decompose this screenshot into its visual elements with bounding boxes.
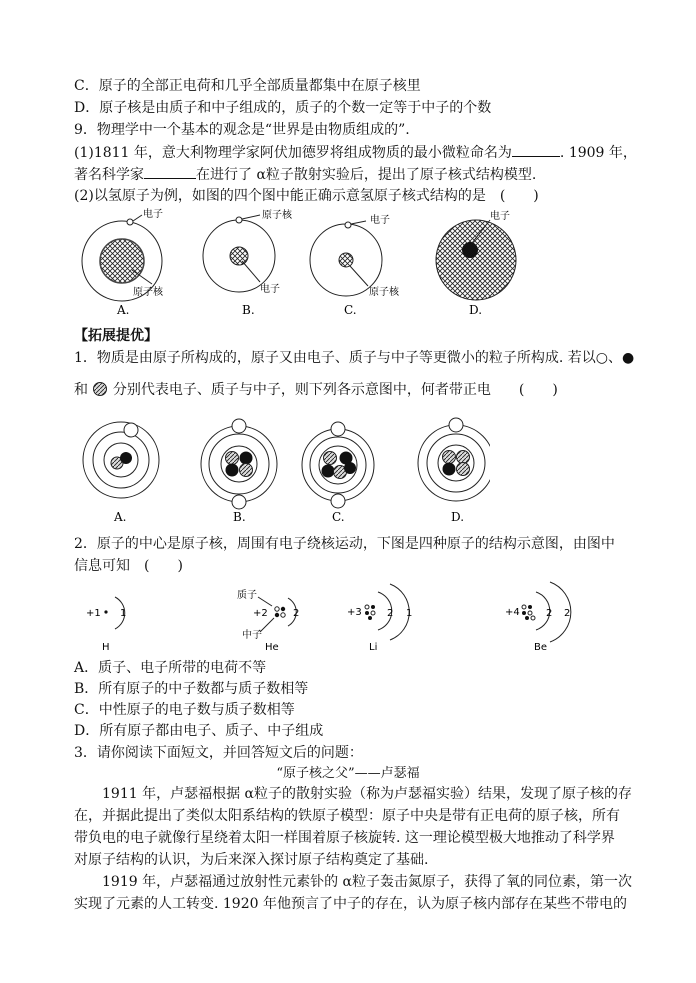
charge-label: +2	[253, 608, 268, 619]
ex2-line1: 2．原子的中心是原子核，周围有电子绕核运动，下图是四种原子的结构示意图，由图中	[74, 536, 615, 552]
hydrogen-option-d[interactable]	[436, 209, 516, 317]
hydrogen-option-b[interactable]	[203, 208, 293, 317]
shell-count: 1	[120, 608, 127, 619]
article-paragraph-line: 在，并据此提出了类似太阳系结构的铁原子模型：原子中央是带有正电荷的原子核，所有	[74, 808, 620, 824]
atom-hydrogen	[86, 597, 126, 653]
option-c-caption: C.	[344, 303, 357, 317]
ex2-choice-c[interactable]: C．中性原子的电子数与质子数相等	[74, 702, 295, 718]
atom-beryllium	[505, 582, 571, 653]
answer-blank-scientist[interactable]	[144, 164, 196, 179]
shell-count: 2	[387, 608, 394, 619]
hydrogen-option-c[interactable]	[310, 213, 400, 317]
atom-helium	[237, 588, 299, 653]
q9-part1-line1	[74, 142, 637, 163]
charge-option-a[interactable]	[83, 422, 159, 524]
ex3-stem: 3．请你阅读下面短文，并回答短文后的问题：	[74, 745, 363, 761]
ex2-choice-b[interactable]: B．所有原子的中子数都与质子数相等	[74, 681, 309, 697]
atom-lithium	[347, 584, 412, 653]
label-electron: 电子	[490, 211, 510, 222]
label-proton: 质子	[237, 590, 257, 601]
label-neutron: 中子	[242, 630, 262, 641]
charge-option-d[interactable]	[418, 418, 490, 524]
charge-option-c[interactable]	[302, 422, 374, 524]
hydrogen-atom-figures	[70, 206, 570, 321]
ex2-choice-d[interactable]: D．所有原子都由电子、质子、中子组成	[74, 723, 324, 739]
article-paragraph-line: 对原子结构的认识，为后来深入探讨原子结构奠定了基础.	[74, 852, 429, 868]
q9-part1-line2	[74, 164, 536, 185]
label-electron: 电子	[260, 284, 280, 295]
element-symbol: Li	[369, 642, 378, 653]
q9-part1-text-c: 著名科学家	[74, 167, 144, 183]
label-nucleus: 原子核	[262, 210, 292, 221]
article-paragraph-line: 1919 年，卢瑟福通过放射性元素钋的 α粒子轰击氮原子，获得了氧的同位素，第一次	[102, 874, 632, 890]
atom-structure-diagrams	[80, 578, 600, 658]
charge-option-a-caption: A.	[114, 510, 127, 524]
charge-option-d-caption: D.	[451, 510, 465, 524]
label-electron: 电子	[370, 215, 390, 226]
charge-option-b[interactable]	[201, 419, 277, 524]
element-symbol: He	[265, 642, 279, 653]
element-symbol: H	[102, 642, 110, 653]
ex1-text-and: 和	[74, 382, 88, 398]
ex2-choice-a[interactable]: A．质子、电子所带的电荷不等	[74, 660, 267, 676]
ex1-line2	[74, 380, 558, 400]
option-a-caption: A.	[117, 303, 130, 317]
article-paragraph-line: 实现了元素的人工转变. 1920 年他预言了中子的存在，认为原子核内部存在某些不带电的	[74, 896, 627, 912]
charge-label: +3	[347, 607, 362, 618]
q9-stem: 9．物理学中一个基本的观念是“世界是由物质组成的”.	[74, 122, 410, 138]
shell-count: 2	[293, 608, 300, 619]
charge-label: +1	[86, 608, 101, 619]
article-paragraph-line: 1911 年，卢瑟福根据 α粒子的散射实验（称为卢瑟福实验）结果，发现了原子核的存	[102, 786, 632, 802]
charge-option-b-caption: B.	[233, 510, 246, 524]
prev-option-c: C．原子的全部正电荷和几乎全部质量都集中在原子核里	[74, 78, 421, 94]
charge-option-c-caption: C.	[332, 510, 345, 524]
q9-part1-text-a: (1)1811 年，意大利物理学家阿伏加德罗将组成物质的最小微粒命名为	[74, 145, 512, 161]
label-nucleus: 原子核	[133, 287, 163, 298]
neutron-symbol-icon	[92, 381, 108, 397]
article-title: “原子核之父”——卢瑟福	[276, 766, 420, 781]
q9-part1-text-b: . 1909 年，	[559, 145, 637, 161]
section-heading: 【拓展提优】	[74, 328, 158, 344]
element-symbol: Be	[534, 642, 548, 653]
charge-atom-figures	[70, 410, 490, 528]
ex1-line1: 1．物质是由原子所构成的，原子又由电子、质子与中子等更微小的粒子所构成. 若以○、●	[74, 350, 635, 366]
article-paragraph-line: 带负电的电子就像行星绕着太阳一样围着原子核旋转. 这一理论模型极大地推动了科学界	[74, 830, 615, 846]
shell-count: 2	[564, 608, 571, 619]
shell-count: 2	[546, 608, 553, 619]
q9-part1-text-d: 在进行了 α粒子散射实验后，提出了原子核式结构模型.	[196, 167, 537, 183]
q9-part2: (2)以氢原子为例，如图的四个图中能正确示意氢原子核式结构的是 ( )	[74, 188, 539, 204]
option-d-caption: D.	[469, 303, 483, 317]
answer-blank-particle[interactable]	[512, 142, 560, 157]
prev-option-d: D．原子核是由质子和中子组成的，质子的个数一定等于中子的个数	[74, 100, 492, 116]
ex2-line2: 信息可知 ( )	[74, 558, 183, 574]
shell-count: 1	[406, 608, 413, 619]
option-b-caption: B.	[242, 303, 255, 317]
charge-label: +4	[505, 607, 520, 618]
label-electron: 电子	[143, 209, 163, 220]
hydrogen-option-a[interactable]	[82, 207, 164, 317]
ex1-text-rest: 分别代表电子、质子与中子，则下列各示意图中，何者带正电 ( )	[112, 382, 558, 398]
label-nucleus: 原子核	[369, 287, 399, 298]
